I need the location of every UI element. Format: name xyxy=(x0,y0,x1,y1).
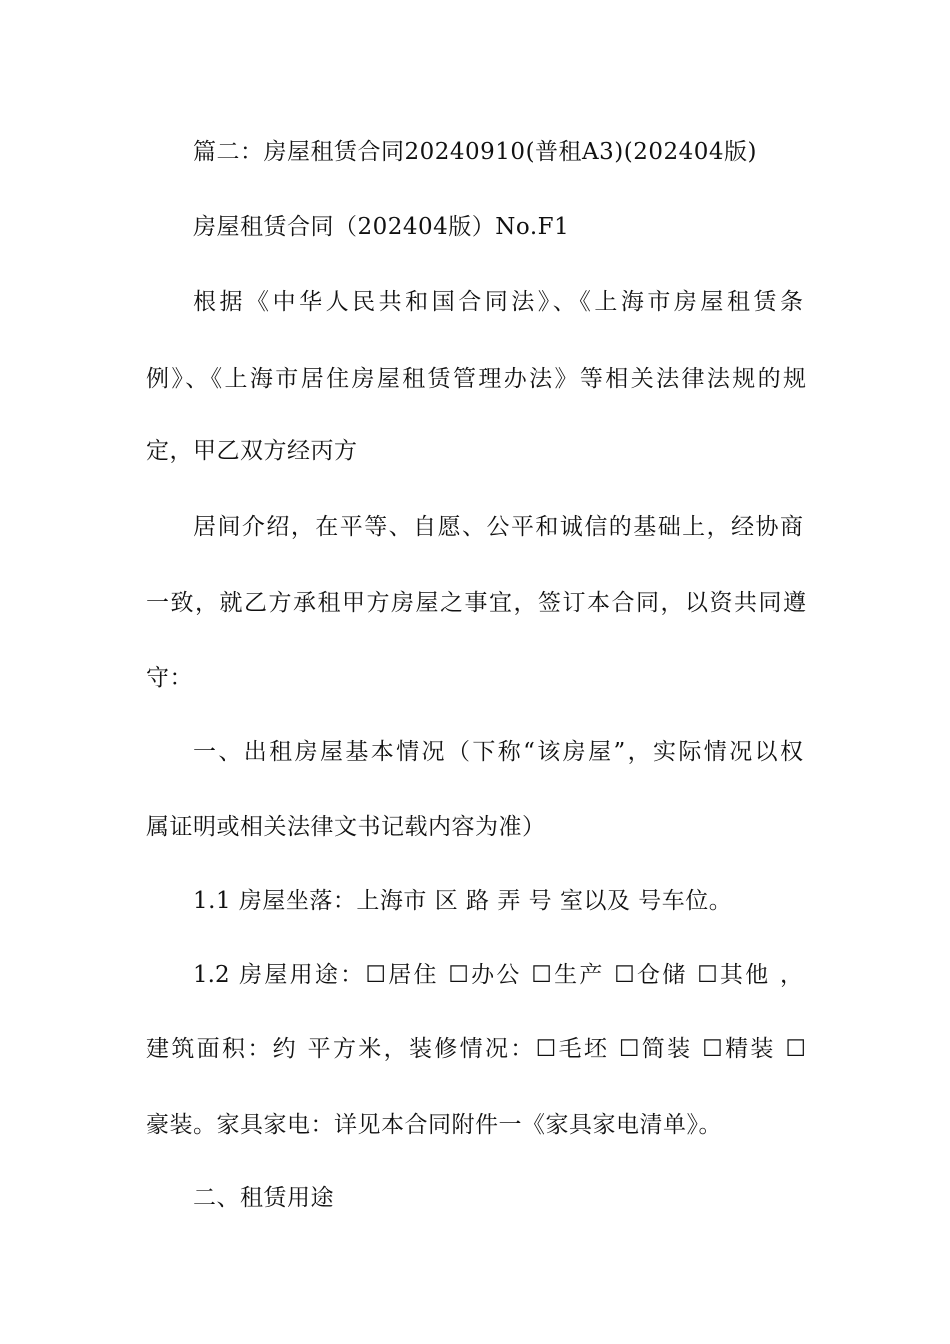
section-heading-line: 属证明或相关法律文书记载内容为准） xyxy=(146,814,546,840)
section-heading-line: 一、出租房屋基本情况（下称“该房屋”，实际情况以权 xyxy=(193,739,803,765)
clause-1-2: 1.2 房屋用途：☐居住 ☐办公 ☐生产 ☐仓储 ☐其他 ， xyxy=(193,962,803,988)
section-heading: 二、租赁用途 xyxy=(193,1185,334,1211)
paragraph-line: 例》、《上海市居住房屋租赁管理办法》等相关法律法规的规 xyxy=(146,366,806,392)
clause-1-2-continued: 豪装。家具家电：详见本合同附件一《家具家电清单》。 xyxy=(146,1112,722,1138)
clause-1-2-continued: 建筑面积：约 平方米，装修情况：☐毛坯 ☐简装 ☐精装 ☐ xyxy=(146,1036,806,1062)
paragraph-line: 居间介绍，在平等、自愿、公平和诚信的基础上，经协商 xyxy=(193,514,803,540)
document-title: 篇二：房屋租赁合同20240910(普租A3)(202404版) xyxy=(193,139,758,165)
paragraph-line: 根据《中华人民共和国合同法》、《上海市房屋租赁条 xyxy=(193,289,803,315)
paragraph-line: 守： xyxy=(146,665,193,691)
clause-1-1: 1.1 房屋坐落：上海市 区 路 弄 号 室以及 号车位。 xyxy=(193,888,733,914)
paragraph-line: 一致，就乙方承租甲方房屋之事宜，签订本合同，以资共同遵 xyxy=(146,590,806,616)
paragraph-line: 定，甲乙双方经丙方 xyxy=(146,438,358,464)
contract-subtitle: 房屋租赁合同（202404版）No.F1 xyxy=(193,214,570,240)
